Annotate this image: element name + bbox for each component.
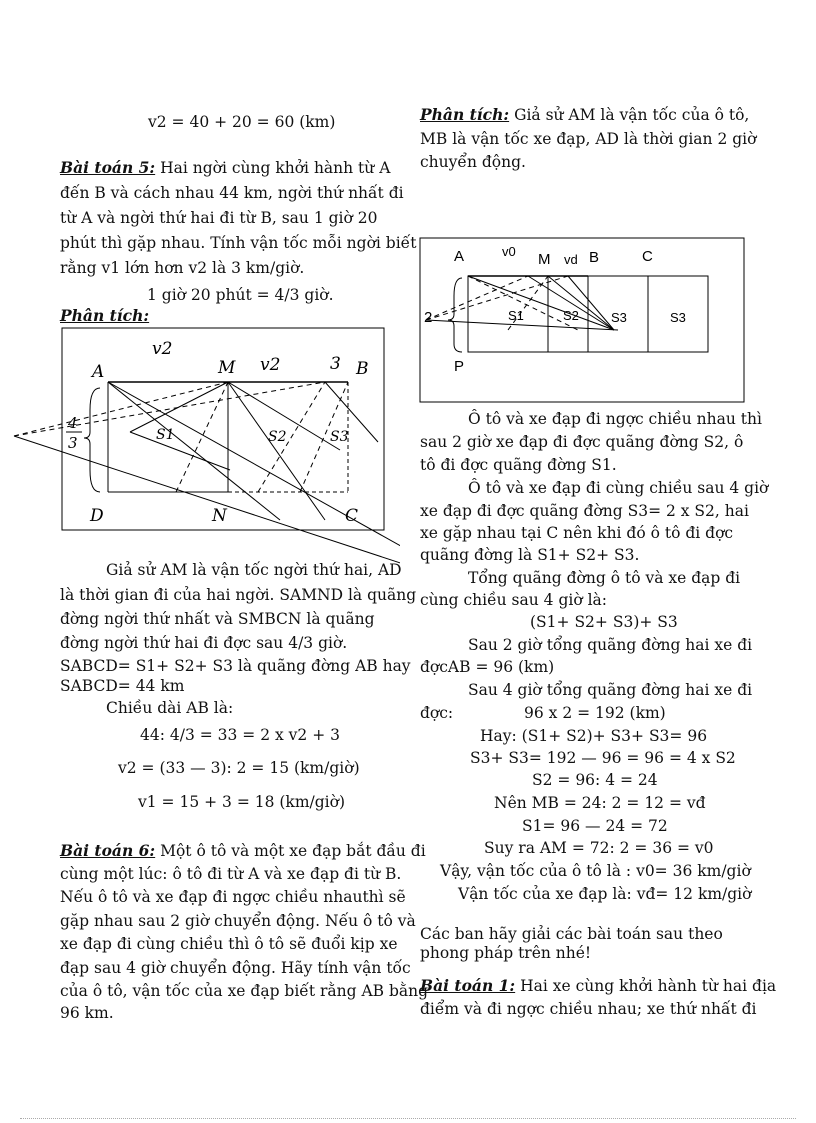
r-line-24: phong pháp trên nhé! xyxy=(420,944,592,962)
time-conversion: 1 giờ 20 phút = 4/3 giờ. xyxy=(147,286,334,304)
r-line-10: (S1+ S2+ S3)+ S3 xyxy=(530,613,678,631)
long-line-1 xyxy=(108,382,400,568)
r-line-15: Hay: (S1+ S2)+ S3+ S3= 96 xyxy=(480,727,708,745)
explain-line-1: Giả sử AM là vận tốc ngời thứ hai, AD xyxy=(106,561,402,579)
problem-5-intro xyxy=(60,158,390,178)
fraction-denominator: 3 xyxy=(68,434,78,452)
r-line-9: cùng chiều sau 4 giờ là: xyxy=(420,591,608,609)
problem-1-text-a: Hai xe cùng khởi hành từ hai địa xyxy=(520,977,777,995)
label-3: 3 xyxy=(330,354,341,374)
analysis-text-2: MB là vận tốc xe đạp, AD là thời gian 2 giờ xyxy=(420,130,757,148)
label-D: D xyxy=(90,506,104,526)
long-line-3 xyxy=(14,436,400,576)
r-line-8: Tổng quãng đờng ô tô và xe đạp đi xyxy=(468,569,741,587)
r-line-2: sau 2 giờ xe đạp đi đợc quãng đờng S2, ô xyxy=(420,433,744,451)
label-S2: S2 xyxy=(268,429,287,445)
dashed-3 xyxy=(176,382,228,492)
label-M-right: M xyxy=(538,251,551,268)
explain-line-7: Chiều dài AB là: xyxy=(106,699,234,717)
problem-5-text-a: Hai ngời cùng khởi hành từ A xyxy=(160,159,391,177)
equation-1: 44: 4/3 = 33 = 2 x v2 + 3 xyxy=(140,726,341,744)
diagram-problem-5 xyxy=(0,320,400,580)
label-A-right: A xyxy=(454,248,465,265)
label-S3: S3 xyxy=(330,429,349,445)
label-A: A xyxy=(92,362,105,382)
label-2: 2 xyxy=(424,309,433,326)
problem-6-text-f: đạp sau 4 giờ chuyển động. Hãy tính vận tốc xyxy=(60,959,411,977)
analysis-text-3: chuyển động. xyxy=(420,153,526,171)
label-S1: S1 xyxy=(156,427,175,443)
long-line-4 xyxy=(228,382,325,520)
problem-6-text-g: của ô tô, vận tốc của xe đạp biết rằng AB bằng xyxy=(60,982,429,1000)
problem-6-text-e: xe đạp đi cùng chiều thì ô tô sẽ đuổi kịp xe xyxy=(60,935,398,953)
label-S2-right: S2 xyxy=(563,308,579,323)
r-line-16: S3+ S3= 192 — 96 = 96 = 4 x S2 xyxy=(470,749,736,767)
r-line-18: Nên MB = 24: 2 = 12 = vđ xyxy=(494,794,706,812)
r-line-3: tô đi đợc quãng đờng S1. xyxy=(420,456,617,474)
line-b xyxy=(548,276,614,330)
long-line-2 xyxy=(108,382,280,520)
label-vd: vd xyxy=(564,252,578,267)
label-v2-top: v2 xyxy=(152,339,173,359)
label-C: C xyxy=(345,506,359,526)
problem-6-text-d: gặp nhau sau 2 giờ chuyển động. Nếu ô tô và xyxy=(60,912,416,930)
dashed-r2 xyxy=(426,276,568,320)
problem-5-title: Bài toán 5: xyxy=(60,158,156,177)
r-line-1: Ô tô và xe đạp đi ngợc chiều nhau thì xyxy=(468,410,762,428)
problem-1-intro xyxy=(420,976,776,996)
diagram-problem-6 xyxy=(418,236,748,406)
analysis-intro-right xyxy=(420,105,749,125)
label-S3-right-a: S3 xyxy=(611,310,627,325)
label-P: P xyxy=(454,358,465,375)
page-bottom-rule xyxy=(20,1118,796,1119)
problem-1-text-b: điểm và đi ngợc chiều nhau; xe thứ nhất đi xyxy=(420,1000,757,1018)
problem-6-text-b: cùng một lúc: ô tô đi từ A và xe đạp đi từ B. xyxy=(60,865,402,883)
label-S1-right: S1 xyxy=(508,308,524,323)
problem-5-text-e: rằng v1 lớn hơn v2 là 3 km/giờ. xyxy=(60,259,305,277)
r-line-14b: 96 x 2 = 192 (km) xyxy=(524,704,666,722)
r-line-6: xe gặp nhau tại C nên khi đó ô tô đi đợc xyxy=(420,524,734,542)
r-line-4: Ô tô và xe đạp đi cùng chiều sau 4 giờ xyxy=(468,479,769,497)
label-M: M xyxy=(218,358,236,378)
label-v0: v0 xyxy=(502,244,516,259)
r-line-5: xe đạp đi đợc quãng đờng S3= 2 x S2, hai xyxy=(420,502,749,520)
label-v2-mid: v2 xyxy=(260,355,281,375)
explain-line-3: đờng ngời thứ nhất và SMBCN là quãng xyxy=(60,610,375,628)
r-line-22: Vận tốc của xe đạp là: vđ= 12 km/giờ xyxy=(458,885,752,903)
line-m-left xyxy=(130,382,228,432)
equation-2: v2 = (33 — 3): 2 = 15 (km/giờ) xyxy=(118,759,360,777)
diagram-frame-right xyxy=(420,238,744,402)
analysis-text-1: Giả sử AM là vận tốc của ô tô, xyxy=(514,106,750,124)
label-S3-right-b: S3 xyxy=(670,310,686,325)
r-line-13: Sau 4 giờ tổng quãng đờng hai xe đi xyxy=(468,681,753,699)
r-line-21: Vậy, vận tốc của ô tô là : v0= 36 km/giờ xyxy=(440,862,751,880)
explain-line-4: đờng ngời thứ hai đi đợc sau 4/3 giờ. xyxy=(60,634,348,652)
r-line-14a: đợc: xyxy=(420,704,454,722)
r-line-19: S1= 96 — 24 = 72 xyxy=(522,817,668,835)
explain-line-2: là thời gian đi của hai ngời. SAMND là quãng xyxy=(60,586,417,604)
r-line-20: Suy ra AM = 72: 2 = 36 = v0 xyxy=(484,839,714,857)
r-line-23: Các ban hãy giải các bài toán sau theo xyxy=(420,925,723,943)
problem-6-intro xyxy=(60,841,426,861)
velocity-result-line: v2 = 40 + 20 = 60 (km) xyxy=(148,113,336,131)
problem-6-text-h: 96 km. xyxy=(60,1004,114,1022)
equation-3: v1 = 15 + 3 = 18 (km/giờ) xyxy=(138,793,345,811)
brace-right xyxy=(448,278,462,352)
analysis-heading-left: Phân tích: xyxy=(60,306,150,325)
problem-5-text-d: phút thì gặp nhau. Tính vận tốc mỗi ngời biết xyxy=(60,234,417,252)
dashed-1 xyxy=(14,382,228,436)
explain-line-5: SABCD= S1+ S2+ S3 là quãng đờng AB hay xyxy=(60,657,411,675)
r-line-11: Sau 2 giờ tổng quãng đờng hai xe đi xyxy=(468,636,753,654)
line-s1 xyxy=(130,432,230,470)
r-line-12: đợcAB = 96 (km) xyxy=(420,658,555,676)
problem-1-title: Bài toán 1: xyxy=(420,976,516,995)
label-B-right: B xyxy=(589,249,600,266)
r-line-17: S2 = 96: 4 = 24 xyxy=(532,771,658,789)
brace xyxy=(84,388,100,492)
r-line-7: quãng đờng là S1+ S2+ S3. xyxy=(420,546,640,564)
problem-6-title: Bài toán 6: xyxy=(60,841,156,860)
problem-5-text-b: đến B và cách nhau 44 km, ngời thứ nhất đi xyxy=(60,184,404,202)
label-N: N xyxy=(212,506,227,526)
analysis-heading-right: Phân tích: xyxy=(420,105,510,124)
explain-line-6: SABCD= 44 km xyxy=(60,677,185,695)
label-C-right: C xyxy=(642,248,653,265)
label-B: B xyxy=(356,359,369,379)
problem-5-text-c: từ A và ngời thứ hai đi từ B, sau 1 giờ 20 xyxy=(60,209,378,227)
problem-6-text-c: Nếu ô tô và xe đạp đi ngợc chiều nhauthì sẽ xyxy=(60,888,406,906)
problem-6-text-a: Một ô tô và một xe đạp bắt đầu đi xyxy=(160,842,426,860)
fraction-numerator: 4 xyxy=(68,414,78,432)
